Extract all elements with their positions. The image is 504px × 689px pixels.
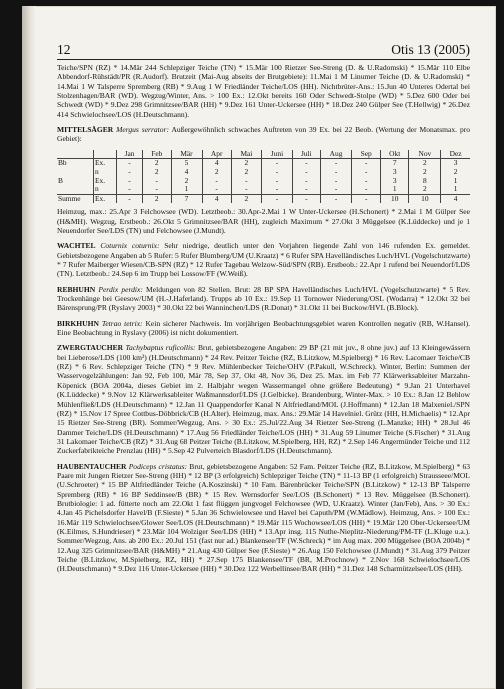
- table-cell: -: [261, 185, 292, 194]
- month-header: Juli: [292, 150, 320, 159]
- table-cell: -: [292, 194, 320, 203]
- document-page: [22, 6, 496, 689]
- month-header: Apr: [202, 150, 231, 159]
- table-cell: 1: [380, 185, 409, 194]
- table-cell: 2: [202, 168, 231, 177]
- birkhuhn-paragraph: [57, 319, 470, 338]
- mittelsaeger-paragraph: [57, 125, 470, 144]
- species-latin: Perdix perdix:: [98, 284, 143, 294]
- table-cell: -: [117, 177, 143, 186]
- table-cell: -: [261, 159, 292, 168]
- species-heading: ZWERGTAUCHER: [57, 343, 124, 353]
- row-label: Summe: [57, 194, 94, 203]
- table-cell: -: [352, 159, 381, 168]
- running-title: Otis 13 (2005): [391, 42, 470, 57]
- table-cell: -: [292, 168, 320, 177]
- row-label: [57, 185, 94, 194]
- table-cell: -: [143, 185, 172, 194]
- species-text: Brut, gebietsbezogene Angaben: 29 BP (21 mit juv., 8 ohne juv.) auf 13 Kleingewässern bei Lieberose/LDS (100 km²) (H.Deutschmann) * 24 Rev. Peitzer Teiche (RZ, B.Litzkow, M.Spielberg) * 16 Rev. Lacomaer Teiche/CB (RZ) * 6 Rev. Schlepziger Teiche (TN) * 9 Rev. Mühlenbecker Teiche/OHV (P.Pakull, W.Schreck). Winter, Berlin: Summen der Wasservogelzählungen: Jan 92, Feb 100, Mär 78, Sep 37, Okt 48, Nov 36, Dez 25. Max. im Feb 77 Klärwerksableiter Marzahn-Köpenick (BOA 2004a, dieses Gebiet im 2. Halbjahr wegen Wassermangel ohne größere Bedeutung) * 9.Jan 21 Unterhavel (K.Lüddecke) * 9.Nov 12 Klärwerksableiter Waßmannsdorf/LDS (J.Gelbicke). Brandenburg, Winter-Max. > 10 Ex.: 8.Jan 12 Behlow Mühlenfließ/LDS (H.Deutschmann) * 12.Jan 11 Quappendorfer Kanal N Altfriedland/MOL (J.Hoffmann) * 12.Jan 18 Malxeniel./SPN (RZ) * 15.Nov 17 Spree Cottbus-Döbbrick/CB (H.Alter). Heimzug, max. Ans.: 29.Mär 14 Havelniel. Grütz (HH, H.Michaelis) * 12.Apr 15 Rietzer See-Streng (BR). Sommer/Wegzug, Ans. > 30 Ex.: 25.Jul/22.Aug 34 Rietzer See-Streng (L.Manzke; HH) * 28.Jul 46 Dammer Teiche/LDS (H.Deutschmann) * 17.Aug 56 Friedländer Teiche/LOS (HH) * 31.Aug 59 Linumer Teiche (S.Fischer) * 31.Aug 31 Lakomaer Teiche/CB (RZ) * 31.Aug 68 Peitzer Teiche (B.Litzkow, M.Spielberg, HH, RZ) * 2.Sep 146 Angermünder Teiche und 112 Zuckerfabrikteiche Prenzlau (HH) * 5.Sep 42 Pulverteich Blasdorf/LDS (H.Deutschmann).: [57, 343, 470, 456]
- table-cell: -: [261, 177, 292, 186]
- table-cell: -: [320, 159, 352, 168]
- table-cell: 4: [441, 194, 470, 203]
- table-header-row: [57, 150, 470, 159]
- table-cell: -: [352, 194, 381, 203]
- row-unit: Ex.: [94, 194, 117, 203]
- table-cell: -: [117, 194, 143, 203]
- table-cell: 2: [231, 159, 261, 168]
- row-unit: n: [94, 185, 117, 194]
- table-cell: 3: [380, 177, 409, 186]
- table-cell: -: [117, 168, 143, 177]
- table-cell: 7: [380, 159, 409, 168]
- table-cell: 1: [441, 177, 470, 186]
- haubentaucher-paragraph: [57, 462, 470, 574]
- mittelsaeger-after: Heimzug, max.: 25.Apr 3 Felchowsee (WD). Letztbeob.: 30.Apr-2.Mai 1 W Unter-Uckersee (H.Schonert) * 2.Mai 1 M Gülper See (H&MH). Wegzug, Erstbeob.: 26.Okt 5 Grimnitzsee/BAR (HH), zugleich Maximum * 27.Okt 3 Müggelsee (K.Lüddecke) und je 1 Neuendorfer See/LDS (TN) und Felchowsee (J.Mundt).: [57, 207, 470, 235]
- row-label: B: [58, 175, 63, 185]
- table-cell: 2: [231, 168, 261, 177]
- table-cell: 2: [441, 168, 470, 177]
- table-cell: -: [352, 168, 381, 177]
- table-cell: 2: [409, 168, 441, 177]
- table-cell: -: [292, 159, 320, 168]
- rebhuhn-paragraph: [57, 285, 470, 313]
- table-cell: 10: [380, 194, 409, 203]
- table-cell: 3: [380, 168, 409, 177]
- table-cell: -: [320, 194, 352, 203]
- monthly-table: [57, 150, 470, 204]
- table-cell: -: [117, 159, 143, 168]
- table-row: [57, 159, 470, 168]
- species-text: Kein sicherer Nachweis. Im vorjährigen Beobachtungsgebiet waren Kontrollen negativ (RB, W.Hansel). Eine Beobachtung in Ryslavy (2006) ist nicht dokumentiert.: [57, 318, 471, 338]
- table-cell: 2: [231, 194, 261, 203]
- table-cell: -: [320, 168, 352, 177]
- month-header: Okt: [380, 150, 409, 159]
- table-cell: 7: [171, 194, 202, 203]
- month-header: Aug: [320, 150, 352, 159]
- month-header: Mai: [231, 150, 261, 159]
- wachtel-paragraph: [57, 241, 470, 278]
- table-body: [57, 159, 470, 203]
- intro-paragraph: Teiche/SPN (RZ) * 14.Mär 244 Schlepziger Teiche (TN) * 15.Mär 100 Rietzer See-Streng (D. & U.Radomski) * 15.Mär 110 Elbe Abbendorf-Rühstädt/PR (R.Audorf). Brutzeit (Mai-Aug abseits der Brutgebiete): 11.Mai 1 M Linumer Teiche (D. & U.Radomski) * 14.Mai 1 W Talsperre Spremberg (RB) * 9.Aug 1 W Friedländer Teiche/LOS (HH). Nichtbrüter-Ans.: 15.Jun 40 Unteres Odertal bei Stolzenhagen/BAR (WD). Wegzug/Winter, Ans. > 100 Ex.: 12.Okt bereits 160 Oder Schwedt-Stolpe (WD) * 5.Dez 600 Oder bei Schwedt (WD) * 9.Dez 298 Grimnitzsee/BAR (HH) * 9.Dez 161 Unter-Uckersee (HH) * 18.Dez 240 Gülper See (T.Hellwig) * 26.Dez 414 Schwielochsee/LOS (H.Deutschmann).: [57, 63, 470, 119]
- table-cell: -: [231, 177, 261, 186]
- species-heading: HAUBENTAUCHER: [57, 461, 127, 471]
- species-heading: WACHTEL: [57, 241, 96, 251]
- species-latin: Coturnix coturnix:: [100, 241, 160, 251]
- table-cell: 8: [409, 177, 441, 186]
- table-cell: -: [292, 185, 320, 194]
- table-row: [57, 177, 470, 186]
- row-unit: n: [94, 168, 117, 177]
- table-cell: -: [320, 177, 352, 186]
- month-header: Mär: [171, 150, 202, 159]
- table-row: [57, 168, 470, 177]
- row-unit: Ex.: [94, 159, 117, 168]
- row-unit: Ex.: [94, 177, 117, 186]
- article-body: [57, 63, 470, 580]
- table-cell: 3: [441, 159, 470, 168]
- table-cell: -: [320, 185, 352, 194]
- month-header: Jan: [117, 150, 143, 159]
- species-text: Sehr niedrige, deutlich unter den Vorjahren liegende Zahl von 146 rufenden Ex. gemeldet. Gebietsbezogene Angaben ab 5 Rufer: 5 Rufer Blumberg/UM (U.Kraatz) * 6 Rufer SPA Havelländisches Luch/HVL (Vogelschutzwarte) * 7 Rufer Maiberger Wiesen/CB-SPN (RZ) * 12 Rufer Tagebau Welzow-Süd/SPN (RB). Erstbeob.: 22.Apr 1 rufend bei Neuendorf/LDS (TN). Letztbeob.: 24.Sep 6 im Trupp bei Lossow/FF (W.Weiß).: [57, 241, 471, 279]
- species-text: Außergewöhnlich schwaches Auftreten von 39 Ex. bei 22 Beob. (Wertung der Monatsmax. pro Gebiet):: [57, 125, 471, 144]
- table-cell: 2: [409, 159, 441, 168]
- binding-shadow: [22, 6, 36, 689]
- table-cell: 2: [171, 177, 202, 186]
- row-label: Bb: [58, 158, 67, 168]
- table-cell: 2: [409, 185, 441, 194]
- table-cell: -: [352, 177, 381, 186]
- table-cell: 2: [143, 194, 172, 203]
- table-cell: 4: [171, 168, 202, 177]
- table-cell: -: [352, 185, 381, 194]
- species-latin: Tetrao tetrix:: [101, 318, 143, 328]
- table-cell: -: [117, 185, 143, 194]
- species-latin: Mergus serrator:: [116, 125, 170, 135]
- species-text: Brut, gebietsbezogene Angaben: 52 Fam. Peitzer Teiche (RZ, B.Litzkow, M.Spielberg) * 63 Paare mit Jungen Rietzer See-Streng (HH) * 12 BP (3 erfolgreich) Schlepziger Teiche (TN) * 11-13 BP (1 erfolgreich) Strausseee/MOL (U.Schroeter) * 15 BP Altfriedländer Teiche (A.Koszinski) * 10 Fam. Bärenbrücker Teiche/SPN (B.Litzkow) * 12-13 BP Talsperre Spremberg (RB) * 16 BP Seddinsee/B (BR) * 15 Rev. Wernsdorfer See/LOS (B.Schonert) * 13 Rev. Müggelsee (B.Schonert). Brutbiologie: 1 ad. fütterte noch am 22.Okt 1 fast flüggen jungvogel Felchowsee (WD, U.Kraatz). Winter (Jan/Feb), Ans. > 30 Ex.: 4.Jan 45 Pichelsdorfer Havel/B (F.Sieste) * 5.Jan 36 Schwielowsee und Havel bei Caputh/PM (W.Mädlow). Heimzug, Ans. > 100 Ex.: 16.Mär 119 Schwielochsee/Glower See/LOS (H.Deutschmann) * 19.Mär 115 Wochowsee/LOS (HH) * 19.Mär 120 Ober-Uckersee/UM (K.Eilmes, S.Hundrieser) * 23.Mär 104 Wolziger See/LDS (HH) * 13.Apr insg. 115 Nuthe-Nieplitz-Niederung/PM-TF (L.Kluge u.a.). Sommer/Wegzug, Ans. ab 200 Ex.: 20.Jul 151 (fast nur ad.) Blankensee/TF (W.Schreck) * im Aug max. 200 Müggelsee (BOA 2004b) * 12.Aug 325 Grimnitzsee/BAR (H&MH) * 21.Aug 430 Gülper See (F.Sieste) * 26.Aug 150 Felchowsee (J.Mundt) * 31.Aug 379 Peitzer Teiche (B.Litzkow, M.Spielberg, RZ, HH) * 27.Sep 175 Blankensee/TF (BR, M.Prochnow) * 2.Nov 168 Schwielochsee/LOS (H.Deutschmann) * 9.Dez 116 Unter-Uckersee (HH) * 30.Dez 122 Werbellinsee/BAR (HH) * 31.Dez 148 Scharmützelsee/LOS (HH).: [57, 461, 471, 574]
- page-number: 12: [57, 42, 71, 57]
- table-cell: 10: [409, 194, 441, 203]
- table-cell: -: [202, 185, 231, 194]
- table-cell: 1: [441, 185, 470, 194]
- species-heading: REBHUHN: [57, 284, 96, 294]
- table-cell: 2: [143, 168, 172, 177]
- month-header: Feb: [143, 150, 172, 159]
- table-cell: 4: [202, 194, 231, 203]
- month-header: Nov: [409, 150, 441, 159]
- month-header: Dez: [441, 150, 470, 159]
- table-cell: 1: [171, 185, 202, 194]
- species-latin: Tachybaptus ruficollis:: [125, 343, 196, 353]
- table-cell: -: [261, 194, 292, 203]
- table-cell: -: [231, 185, 261, 194]
- species-heading: MITTELSÄGER: [57, 125, 114, 135]
- table-cell: 4: [202, 159, 231, 168]
- month-header: Juni: [261, 150, 292, 159]
- table-cell: -: [143, 177, 172, 186]
- table-cell: -: [261, 168, 292, 177]
- table-row: [57, 194, 470, 203]
- month-header: Sep: [352, 150, 381, 159]
- species-text: Meldungen von 82 Stellen. Brut: 28 BP SPA Havelländisches Luch/HVL (Vogelschutzwarte) * 5 Rev. Trockenhänge bei Geesow/UM (H.-J.Haferland). Trupps ab 10 Ex.: 19.Sep 11 Tornower Niederung/OSL (Wodarra) * 12.Okt 32 bei Bärensprung/PR (Ryslavy 2003) * 30.Okt 22 bei Wanninchen/LDS (R.Donat) * 31.Okt 11 bei Buckow/HVL (B.Block).: [57, 284, 470, 313]
- header-rule: [57, 59, 470, 60]
- species-heading: BIRKHUHN: [57, 318, 99, 328]
- table-row: [57, 185, 470, 194]
- zwergtaucher-paragraph: [57, 343, 470, 455]
- table-cell: 2: [143, 159, 172, 168]
- table-cell: -: [292, 177, 320, 186]
- species-latin: Podiceps cristatus:: [128, 461, 188, 471]
- table-cell: 5: [171, 159, 202, 168]
- table-cell: -: [202, 177, 231, 186]
